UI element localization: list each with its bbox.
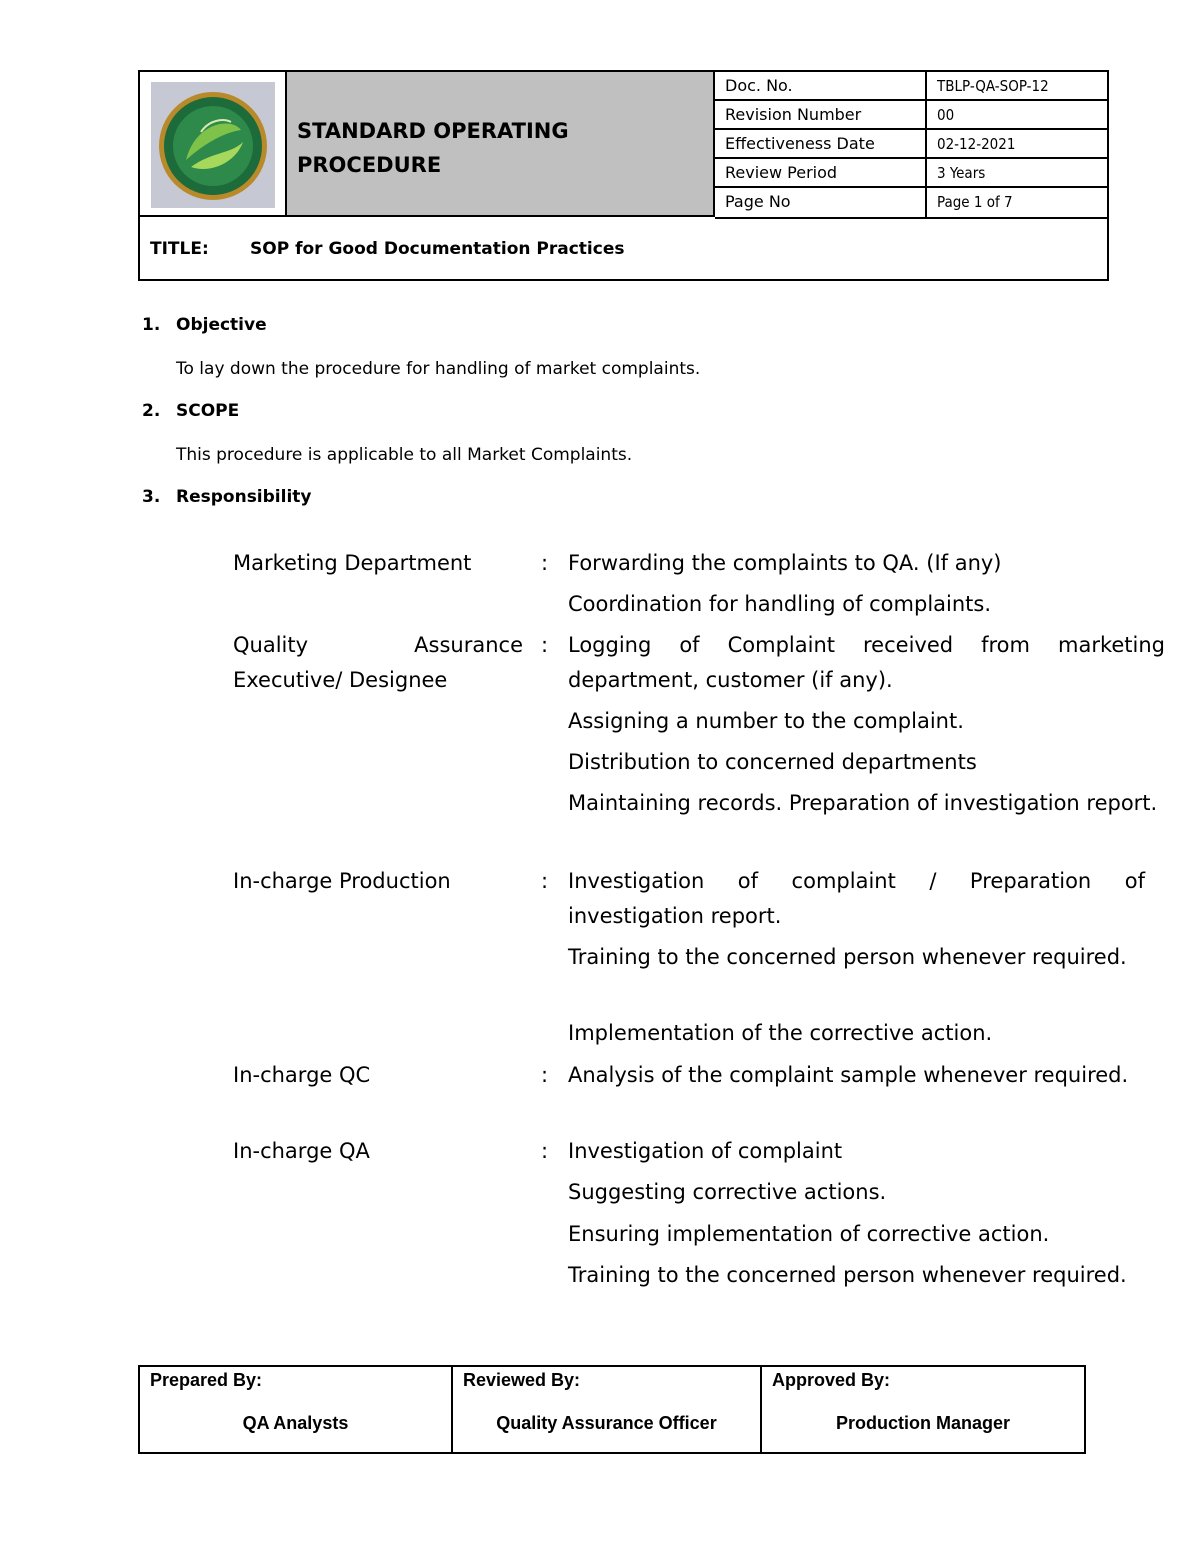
company-logo [151, 82, 275, 208]
approved-by-cell [760, 1367, 1084, 1452]
meta-value: TBLP-QA-SOP-12 [937, 77, 1049, 95]
duty-item: Forwarding the complaints to QA. (If any) [568, 551, 1002, 575]
document-header [138, 70, 1109, 281]
approval-name: QA Analysts [242, 1413, 349, 1433]
sop-heading-line1: STANDARD OPERATING [297, 119, 569, 143]
sop-heading [297, 114, 597, 182]
meta-key: Revision Number [715, 101, 927, 128]
approval-table [138, 1365, 1086, 1454]
section-body: To lay down the procedure for handling of market complaints. [176, 359, 701, 379]
section-number: 1. [142, 315, 161, 335]
duty-item: Distribution to concerned departments [568, 750, 977, 774]
meta-row [715, 130, 1109, 159]
duty-item: Analysis of the complaint sample whenever required. [568, 1063, 1129, 1087]
meta-key: Page No [715, 188, 927, 217]
meta-value: 00 [937, 106, 955, 124]
document-title: SOP for Good Documentation Practices [250, 239, 625, 259]
role-name: In-charge Production [233, 869, 451, 893]
document-title-row [140, 217, 1107, 281]
sop-title-cell [287, 72, 715, 217]
role-name: Quality Assurance Executive/ Designee [233, 633, 523, 692]
sop-heading-line2: PROCEDURE [297, 153, 442, 177]
duty-item: Implementation of the corrective action. [568, 1021, 993, 1045]
role-name: In-charge QC [233, 1063, 371, 1087]
section-heading: SCOPE [176, 401, 240, 421]
duty-item: Logging of Complaint received from marketing department, customer (if any). [568, 633, 1165, 692]
section-number: 3. [142, 487, 161, 507]
section-heading: Responsibility [176, 487, 312, 507]
duty-item: Coordination for handling of complaints. [568, 592, 992, 616]
title-label: TITLE: [150, 239, 209, 259]
duty-item: Maintaining records. Preparation of investigation report. [568, 791, 1158, 815]
reviewed-by-cell [451, 1367, 760, 1452]
meta-key: Doc. No. [715, 72, 927, 99]
role-name: Marketing Department [233, 551, 472, 575]
approval-label: Approved By: [772, 1370, 891, 1390]
meta-key: Review Period [715, 159, 927, 186]
section-heading: Objective [176, 315, 267, 335]
duty-item: Investigation of complaint [568, 1139, 843, 1163]
separator-colon: : [541, 1063, 549, 1087]
role-name: In-charge QA [233, 1139, 370, 1163]
meta-value: Page 1 of 7 [937, 193, 1013, 211]
duty-item: Suggesting corrective actions. [568, 1180, 887, 1204]
document-meta-table [715, 72, 1109, 219]
approval-label: Prepared By: [150, 1370, 263, 1390]
approval-label: Reviewed By: [463, 1370, 581, 1390]
approval-name: Quality Assurance Officer [496, 1413, 717, 1433]
meta-value: 3 Years [937, 164, 986, 182]
meta-row [715, 159, 1109, 188]
logo-cell [140, 72, 287, 217]
duty-item: Training to the concerned person whenever required. [568, 1263, 1127, 1287]
duty-item: Assigning a number to the complaint. [568, 709, 964, 733]
separator-colon: : [541, 1139, 549, 1163]
duty-item: Ensuring implementation of corrective action. [568, 1222, 1050, 1246]
meta-row [715, 72, 1109, 101]
section-body: This procedure is applicable to all Market Complaints. [176, 445, 633, 465]
meta-value: 02-12-2021 [937, 135, 1016, 153]
duty-item: Training to the concerned person whenever required. [568, 945, 1127, 969]
separator-colon: : [541, 869, 549, 893]
meta-key: Effectiveness Date [715, 130, 927, 157]
separator-colon: : [541, 633, 549, 657]
approval-name: Production Manager [835, 1413, 1010, 1433]
separator-colon: : [541, 551, 549, 575]
duty-item: Investigation of complaint / Preparation of investigation report. [568, 869, 1145, 928]
meta-row [715, 188, 1109, 219]
prepared-by-cell [140, 1367, 451, 1452]
section-number: 2. [142, 401, 161, 421]
meta-row [715, 101, 1109, 130]
